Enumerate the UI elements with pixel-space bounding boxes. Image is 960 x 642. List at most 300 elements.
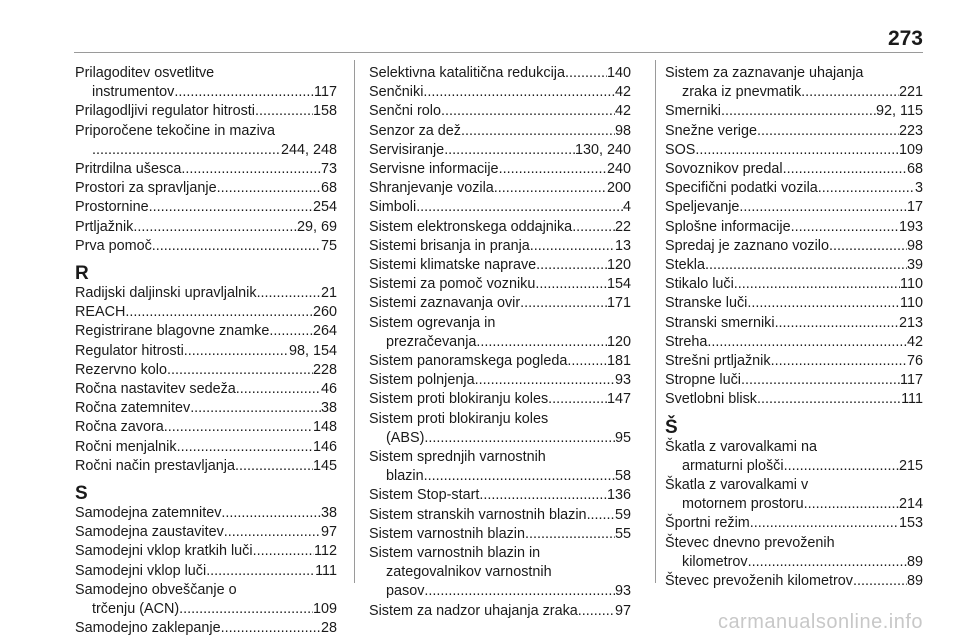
entry-term-line: Škatla z varovalkami v xyxy=(665,477,809,494)
entry-page-ref: 93 xyxy=(614,372,631,389)
entry-page-ref: 145 xyxy=(312,457,337,474)
entry-term: Senčni rolo xyxy=(369,103,441,120)
entry-page-ref: 89 xyxy=(906,553,923,570)
dot-leader xyxy=(461,122,615,141)
dot-leader xyxy=(479,486,607,505)
index-entry xyxy=(369,256,631,275)
index-entry xyxy=(75,418,337,437)
entry-row xyxy=(369,390,631,409)
entry-page-ref: 117 xyxy=(314,84,337,101)
entry-page-ref: 21 xyxy=(320,285,337,302)
entry-term: Splošne informacije xyxy=(665,218,791,235)
dot-leader xyxy=(424,582,615,601)
entry-page-ref: 228 xyxy=(312,361,337,378)
entry-row xyxy=(665,237,923,256)
dot-leader xyxy=(520,294,607,313)
entry-page-ref: 55 xyxy=(614,525,631,542)
entry-page-ref: 112 xyxy=(314,543,337,560)
index-entry xyxy=(75,562,337,581)
dot-leader xyxy=(739,198,907,217)
index-entry xyxy=(75,122,337,160)
entry-page-ref: 213 xyxy=(898,314,923,331)
index-entry xyxy=(369,83,631,102)
dot-leader xyxy=(748,553,907,572)
entry-term: Strešni prtljažnik xyxy=(665,353,771,370)
entry-row xyxy=(369,506,631,525)
entry-row xyxy=(665,275,923,294)
dot-leader xyxy=(424,467,615,486)
index-entry xyxy=(75,361,337,380)
dot-leader xyxy=(221,504,321,523)
entry-row xyxy=(369,275,631,294)
dot-leader xyxy=(775,314,899,333)
dot-leader xyxy=(167,361,313,380)
dot-leader xyxy=(569,64,607,83)
dot-leader xyxy=(423,83,615,102)
entry-term: Ročni način prestavljanja xyxy=(75,457,235,474)
index-entry xyxy=(665,122,923,141)
entry-term: Prilagodljivi regulator hitrosti xyxy=(75,103,255,120)
column-divider xyxy=(354,60,355,583)
entry-row xyxy=(665,122,923,141)
entry-term: Sistem stranskih varnostnih blazin xyxy=(369,506,587,523)
index-entry xyxy=(369,352,631,371)
entry-page-ref: 98 xyxy=(906,237,923,254)
index-entry xyxy=(665,352,923,371)
dot-leader xyxy=(530,237,615,256)
index-entry xyxy=(369,525,631,544)
entry-term: Samodejni vklop kratkih luči xyxy=(75,543,253,560)
dot-leader xyxy=(257,284,321,303)
dot-leader xyxy=(424,429,615,448)
entry-row xyxy=(665,390,923,409)
entry-page-ref: 46 xyxy=(320,381,337,398)
entry-row xyxy=(75,342,337,361)
dot-leader xyxy=(829,237,907,256)
index-entry xyxy=(369,390,631,409)
entry-row xyxy=(665,352,923,371)
index-entry xyxy=(369,448,631,486)
entry-row xyxy=(75,542,337,561)
entry-page-ref: 109 xyxy=(898,141,923,158)
entry-term: Sistem proti blokiranju koles xyxy=(369,391,549,408)
index-entry xyxy=(369,275,631,294)
dot-leader xyxy=(582,602,615,621)
index-entry xyxy=(665,218,923,237)
entry-page-ref: 181 xyxy=(606,353,631,370)
entry-term: Sovoznikov predal xyxy=(665,161,783,178)
entry-row xyxy=(665,553,923,572)
index-entry xyxy=(369,410,631,448)
entry-row xyxy=(369,294,631,313)
entry-term-line: Prilagoditev osvetlitve xyxy=(75,65,215,81)
entry-row xyxy=(75,284,337,303)
entry-page-ref: 97 xyxy=(320,524,337,541)
index-entry xyxy=(369,179,631,198)
entry-term: Sistem varnostnih blazin xyxy=(369,525,525,542)
dot-leader xyxy=(548,390,607,409)
entry-row xyxy=(75,218,337,237)
entry-row xyxy=(665,514,923,533)
index-entry xyxy=(369,198,631,217)
dot-leader xyxy=(853,572,907,591)
index-entry xyxy=(369,64,631,83)
entry-term: blazin xyxy=(386,468,424,485)
dot-leader xyxy=(206,562,315,581)
index-column-2 xyxy=(369,64,631,621)
entry-term: Sistem za nadzor uhajanja zraka. xyxy=(369,602,582,619)
entry-page-ref: 240 xyxy=(606,161,631,178)
dot-leader xyxy=(184,342,289,361)
entry-page-ref: 97 xyxy=(614,602,631,619)
entry-term-line: Sistem sprednjih varnostnih xyxy=(369,449,546,466)
entry-page-ref: 42 xyxy=(906,333,923,350)
entry-row xyxy=(75,303,337,322)
entry-term: Ročna zatemnitev xyxy=(75,400,191,417)
entry-row xyxy=(665,572,923,591)
index-entry xyxy=(665,294,923,313)
entry-term: Prtljažnik xyxy=(75,218,134,235)
dot-leader xyxy=(441,102,615,121)
entry-term-line: zategovalnikov varnostnih xyxy=(386,564,552,581)
entry-term: Prostornine xyxy=(75,199,149,216)
index-entry xyxy=(665,198,923,217)
index-entry xyxy=(369,237,631,256)
index-entry xyxy=(665,256,923,275)
entry-term: Senčniki xyxy=(369,84,424,101)
entry-term: Servisiranje xyxy=(369,141,445,158)
entry-row xyxy=(369,371,631,390)
entry-row xyxy=(369,64,631,83)
index-entry xyxy=(75,179,337,198)
index-entry xyxy=(75,399,337,418)
index-entry xyxy=(665,64,923,102)
letter-heading: S xyxy=(75,483,88,505)
index-entry xyxy=(75,504,337,523)
index-column-1 xyxy=(75,64,337,638)
entry-page-ref: 223 xyxy=(898,122,923,139)
entry-term: Ročni menjalnik xyxy=(75,438,177,455)
dot-leader xyxy=(791,218,899,237)
index-entry xyxy=(75,64,337,102)
entry-page-ref: 260 xyxy=(312,304,337,321)
index-entry xyxy=(665,534,923,572)
index-entry xyxy=(665,371,923,390)
index-entry xyxy=(369,160,631,179)
entry-term: Registrirane blagovne znamke xyxy=(75,323,270,340)
entry-page-ref: 75 xyxy=(320,237,337,254)
dot-leader xyxy=(567,352,607,371)
entry-row xyxy=(665,141,923,160)
dot-leader xyxy=(750,514,899,533)
entry-page-ref: 89 xyxy=(906,573,923,590)
entry-row xyxy=(665,457,923,476)
entry-term: kilometrov xyxy=(682,553,748,570)
entry-row xyxy=(75,179,337,198)
header-rule xyxy=(74,52,923,53)
entry-page-ref: 92, 115 xyxy=(876,103,923,120)
entry-row xyxy=(369,141,631,160)
entry-page-ref: 111 xyxy=(901,391,923,408)
entry-page-ref: 29, 69 xyxy=(296,218,337,235)
entry-row xyxy=(75,619,337,638)
entry-page-ref: 68 xyxy=(906,161,923,178)
entry-page-ref: 244, 248 xyxy=(280,141,337,158)
entry-term: Sistem Stop-start xyxy=(369,487,480,504)
entry-term: Stropne luči xyxy=(665,372,741,389)
entry-row xyxy=(75,361,337,380)
entry-page-ref: 140 xyxy=(606,65,631,81)
entry-term: Ročna nastavitev sedeža xyxy=(75,381,236,398)
entry-row xyxy=(75,562,337,581)
dot-leader xyxy=(235,457,313,476)
entry-row xyxy=(665,495,923,514)
dot-leader xyxy=(587,506,615,525)
entry-term: Sistemi klimatske naprave xyxy=(369,257,537,274)
entry-row xyxy=(665,294,923,313)
index-entry xyxy=(665,102,923,121)
dot-leader xyxy=(444,141,575,160)
entry-page-ref: 73 xyxy=(320,161,337,178)
index-entry xyxy=(665,160,923,179)
index-entry xyxy=(369,486,631,505)
entry-row xyxy=(75,237,337,256)
dot-leader xyxy=(125,303,313,322)
entry-term: Športni režim xyxy=(665,515,750,532)
entry-row xyxy=(369,237,631,256)
index-entry xyxy=(369,371,631,390)
index-group xyxy=(75,504,337,638)
index-entry xyxy=(369,294,631,313)
entry-page-ref: 254 xyxy=(312,199,337,216)
entry-page-ref: 98 xyxy=(614,122,631,139)
entry-term: Shranjevanje vozila xyxy=(369,180,494,197)
entry-term: Sistemi za pomoč vozniku xyxy=(369,276,536,293)
entry-page-ref: 76 xyxy=(906,353,923,370)
entry-term: REACH xyxy=(75,304,126,321)
dot-leader xyxy=(133,218,297,237)
entry-term: instrumentov xyxy=(92,84,175,101)
dot-leader xyxy=(801,83,899,102)
entry-term: Radijski daljinski upravljalnik xyxy=(75,285,257,302)
entry-row xyxy=(369,602,631,621)
entry-term: Regulator hitrosti xyxy=(75,342,184,359)
entry-term-line: Priporočene tekočine in maziva xyxy=(75,122,275,139)
entry-term: Smerniki xyxy=(665,103,721,120)
entry-term: Števec prevoženih kilometrov xyxy=(665,573,853,590)
dot-leader xyxy=(164,418,313,437)
entry-row xyxy=(665,179,923,198)
dot-leader xyxy=(757,390,901,409)
entry-term: Pritrdilna ušesca xyxy=(75,161,182,178)
entry-row xyxy=(369,218,631,237)
index-entry xyxy=(75,284,337,303)
index-entry xyxy=(369,102,631,121)
dot-leader xyxy=(572,218,615,237)
entry-term: pasov xyxy=(386,583,425,600)
entry-row xyxy=(75,83,337,102)
index-entry xyxy=(369,314,631,352)
entry-term-line: Sistem varnostnih blazin in xyxy=(369,545,541,562)
entry-term: Stekla xyxy=(665,257,705,274)
column-divider xyxy=(655,60,656,583)
dot-leader xyxy=(747,294,900,313)
index-group xyxy=(665,438,923,592)
index-entry xyxy=(75,581,337,619)
entry-row xyxy=(665,256,923,275)
dot-leader xyxy=(783,160,907,179)
entry-row xyxy=(665,102,923,121)
entry-term: prezračevanja xyxy=(386,333,477,350)
entry-row xyxy=(75,102,337,121)
entry-page-ref: 39 xyxy=(906,257,923,274)
entry-term: Stranske luči xyxy=(665,295,748,312)
entry-page-ref: 28 xyxy=(320,620,337,637)
index-entry xyxy=(665,237,923,256)
dot-leader xyxy=(149,198,313,217)
entry-page-ref: 215 xyxy=(898,457,923,474)
entry-term: Sistem polnjenja xyxy=(369,372,475,389)
entry-row xyxy=(665,83,923,102)
entry-term: Svetlobni blisk xyxy=(665,391,757,408)
index-entry xyxy=(75,457,337,476)
index-entry xyxy=(665,314,923,333)
index-group xyxy=(665,64,923,410)
entry-term: Servisne informacije xyxy=(369,161,499,178)
entry-row xyxy=(369,429,631,448)
entry-row xyxy=(75,399,337,418)
entry-page-ref: 264 xyxy=(312,323,337,340)
dot-leader xyxy=(771,352,907,371)
entry-term: Prva pomoč xyxy=(75,237,152,254)
entry-row xyxy=(75,141,337,160)
entry-term: Specifični podatki vozila xyxy=(665,180,818,197)
dot-leader xyxy=(217,179,321,198)
entry-row xyxy=(369,179,631,198)
index-entry xyxy=(75,523,337,542)
entry-page-ref: 148 xyxy=(312,419,337,436)
dot-leader xyxy=(190,399,321,418)
dot-leader xyxy=(253,542,314,561)
entry-term: Streha xyxy=(665,333,708,350)
index-entry xyxy=(75,342,337,361)
dot-leader xyxy=(705,256,907,275)
entry-page-ref: 147 xyxy=(606,391,631,408)
entry-row xyxy=(369,160,631,179)
entry-term-line: Sistem za zaznavanje uhajanja xyxy=(665,65,864,81)
entry-row xyxy=(665,333,923,352)
entry-term: Simboli xyxy=(369,199,417,216)
entry-row xyxy=(75,523,337,542)
index-entry xyxy=(75,380,337,399)
entry-row xyxy=(369,256,631,275)
entry-term: Samodejna zatemnitev xyxy=(75,505,222,522)
index-group xyxy=(75,284,337,476)
dot-leader xyxy=(269,322,313,341)
index-entry xyxy=(665,390,923,409)
entry-term: trčenju (ACN) xyxy=(92,601,180,618)
dot-leader xyxy=(818,179,915,198)
entry-page-ref: 68 xyxy=(320,180,337,197)
entry-row xyxy=(369,333,631,352)
entry-page-ref: 38 xyxy=(320,400,337,417)
dot-leader xyxy=(476,333,607,352)
entry-page-ref: 110 xyxy=(900,276,923,293)
entry-term: armaturni plošči xyxy=(682,457,784,474)
entry-page-ref: 221 xyxy=(898,84,923,101)
entry-row xyxy=(75,418,337,437)
index-entry xyxy=(369,218,631,237)
dot-leader xyxy=(784,457,899,476)
entry-term-line: Sistem ogrevanja in xyxy=(369,314,496,331)
entry-row xyxy=(75,457,337,476)
entry-row xyxy=(369,102,631,121)
entry-page-ref: 17 xyxy=(906,199,923,216)
entry-row xyxy=(369,352,631,371)
entry-row xyxy=(75,438,337,457)
entry-row xyxy=(369,525,631,544)
entry-term: SOS xyxy=(665,141,696,158)
footer-watermark: carmanualsonline.info xyxy=(717,611,923,633)
index-entry xyxy=(75,619,337,638)
entry-term-line: Škatla z varovalkami na xyxy=(665,438,817,455)
entry-row xyxy=(665,314,923,333)
entry-page-ref: 120 xyxy=(606,257,631,274)
index-entry xyxy=(665,476,923,514)
entry-page-ref: 93 xyxy=(614,583,631,600)
index-entry xyxy=(369,122,631,141)
index-entry xyxy=(75,322,337,341)
entry-term: Rezervno kolo xyxy=(75,361,167,378)
index-column-3 xyxy=(665,64,923,591)
entry-row xyxy=(665,198,923,217)
entry-term: Stikalo luči xyxy=(665,276,734,293)
dot-leader xyxy=(707,333,907,352)
entry-row xyxy=(75,380,337,399)
entry-page-ref: 200 xyxy=(606,180,631,197)
entry-term: Senzor za dež xyxy=(369,122,461,139)
dot-leader xyxy=(695,141,899,160)
index-entry xyxy=(75,218,337,237)
entry-row xyxy=(369,467,631,486)
entry-page-ref: 4 xyxy=(622,199,631,216)
entry-page-ref: 98, 154 xyxy=(288,342,337,359)
entry-page-ref: 3 xyxy=(914,180,923,197)
page-number: 273 xyxy=(887,27,923,50)
index-entry xyxy=(369,506,631,525)
entry-page-ref: 59 xyxy=(614,506,631,523)
entry-page-ref: 193 xyxy=(898,218,923,235)
entry-page-ref: 22 xyxy=(614,218,631,235)
dot-leader xyxy=(92,141,281,160)
entry-term: Samodejna zaustavitev xyxy=(75,524,224,541)
dot-leader xyxy=(741,371,900,390)
dot-leader xyxy=(804,495,899,514)
entry-page-ref: 171 xyxy=(606,295,631,312)
index-entry xyxy=(75,198,337,217)
dot-leader xyxy=(152,237,321,256)
dot-leader xyxy=(734,275,900,294)
dot-leader xyxy=(181,160,321,179)
dot-leader xyxy=(416,198,623,217)
index-entry xyxy=(75,303,337,322)
entry-term: motornem prostoru xyxy=(682,496,804,513)
entry-row xyxy=(369,198,631,217)
dot-leader xyxy=(535,275,607,294)
letter-heading: Š xyxy=(665,416,678,438)
dot-leader xyxy=(221,619,321,638)
entry-page-ref: 42 xyxy=(614,103,631,120)
